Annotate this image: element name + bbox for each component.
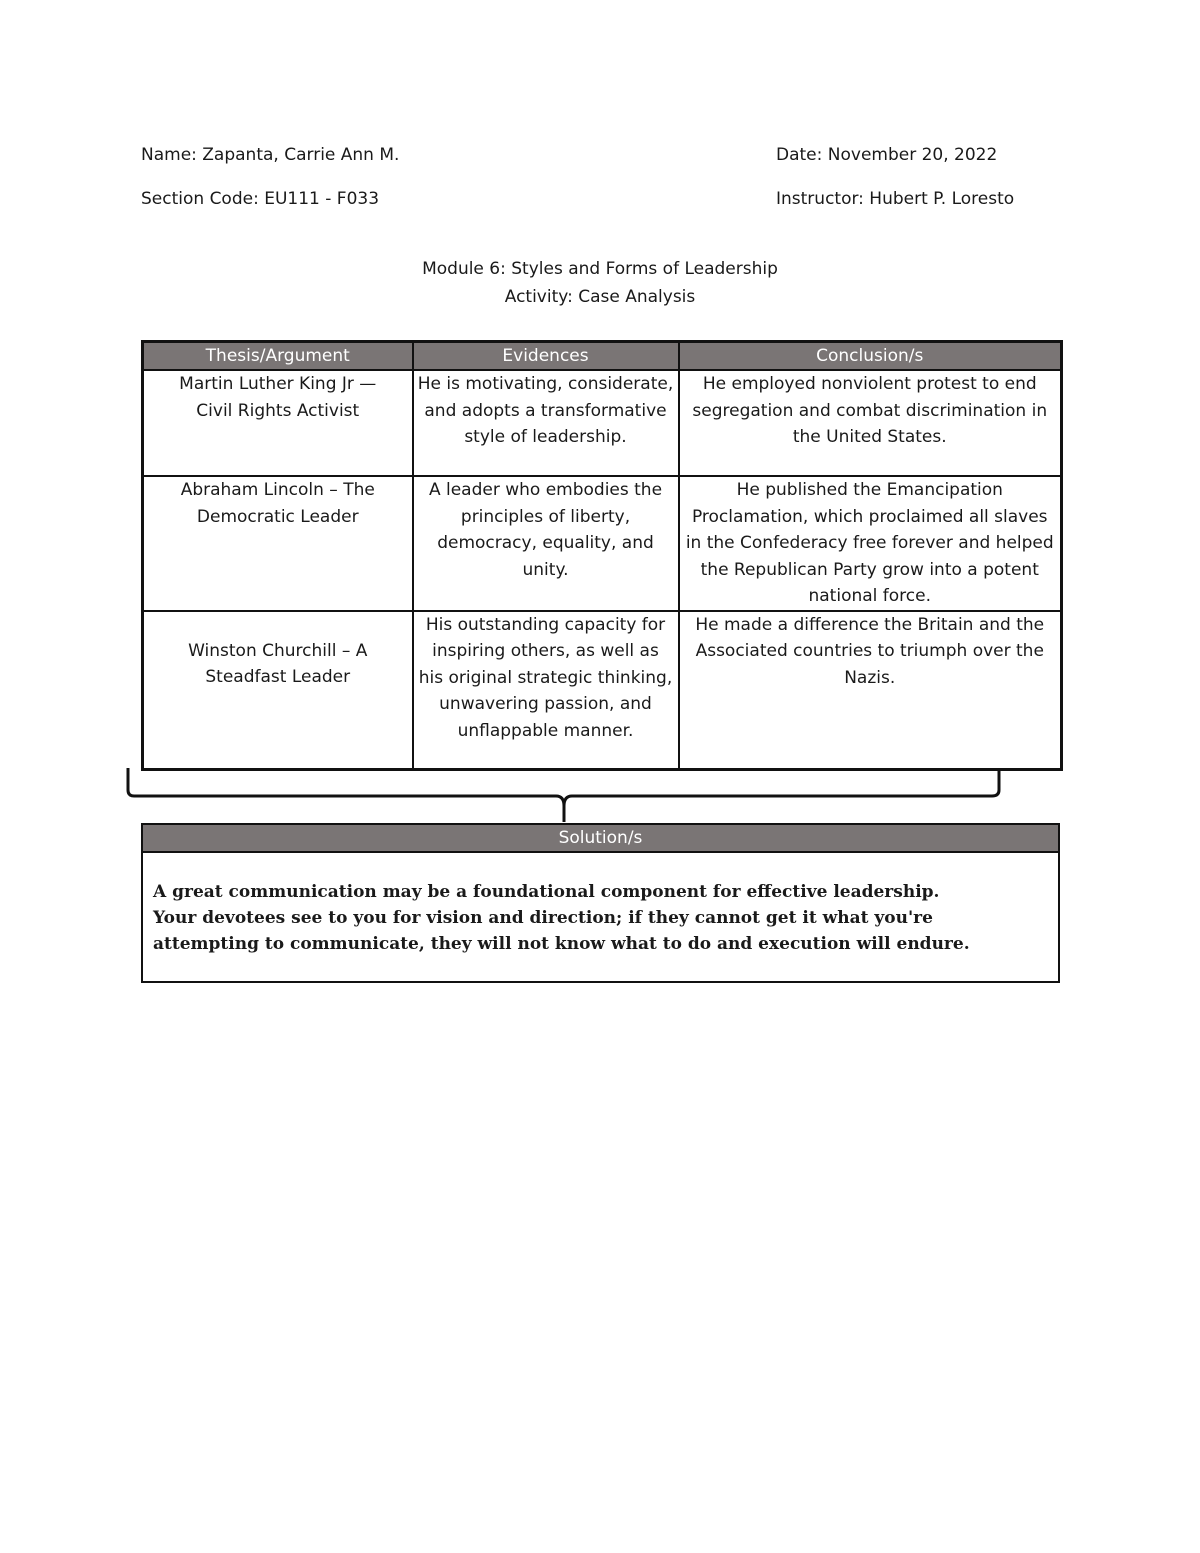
thesis-cell: Winston Churchill – A Steadfast Leader bbox=[143, 611, 413, 770]
column-header-conclusions: Conclusion/s bbox=[679, 342, 1062, 371]
conclusion-cell: He made a difference the Britain and the Associated countries to triumph over the Nazis. bbox=[679, 611, 1062, 770]
thesis-cell: Martin Luther King Jr — Civil Rights Activist bbox=[143, 370, 413, 476]
conclusion-cell: He published the Emancipation Proclamation, which proclaimed all slaves in the Confederacy free forever and helped the Republican Party grow into a potent national force. bbox=[679, 476, 1062, 611]
solution-text bbox=[143, 853, 1058, 957]
column-header-thesis: Thesis/Argument bbox=[143, 342, 413, 371]
thesis-cell: Abraham Lincoln – The Democratic Leader bbox=[143, 476, 413, 611]
instructor-name: Instructor: Hubert P. Loresto bbox=[776, 189, 1015, 209]
solution-box bbox=[141, 823, 1060, 983]
section-code: Section Code: EU111 - F033 bbox=[141, 189, 380, 209]
student-name: Name: Zapanta, Carrie Ann M. bbox=[141, 145, 400, 165]
brace-path bbox=[128, 768, 999, 822]
activity-title: Activity: Case Analysis bbox=[504, 287, 696, 307]
evidence-cell: He is motivating, considerate, and adopts a transformative style of leadership. bbox=[413, 370, 679, 476]
solution-line: Your devotees see to you for vision and direction; if they cannot get it what you're attempting to communicate, they will not know what to do and execution will endure. bbox=[153, 908, 970, 954]
submission-date: Date: November 20, 2022 bbox=[776, 145, 998, 165]
evidence-cell: His outstanding capacity for inspiring others, as well as his original strategic thinking, unwavering passion, and unflappable manner. bbox=[413, 611, 679, 770]
module-title: Module 6: Styles and Forms of Leadership bbox=[422, 259, 778, 279]
evidence-cell: A leader who embodies the principles of liberty, democracy, equality, and unity. bbox=[413, 476, 679, 611]
solution-line: A great communication may be a foundational component for effective leadership. bbox=[153, 882, 940, 902]
solution-heading: Solution/s bbox=[143, 825, 1058, 853]
column-header-evidences: Evidences bbox=[413, 342, 679, 371]
conclusion-cell: He employed nonviolent protest to end segregation and combat discrimination in the United States. bbox=[679, 370, 1062, 476]
